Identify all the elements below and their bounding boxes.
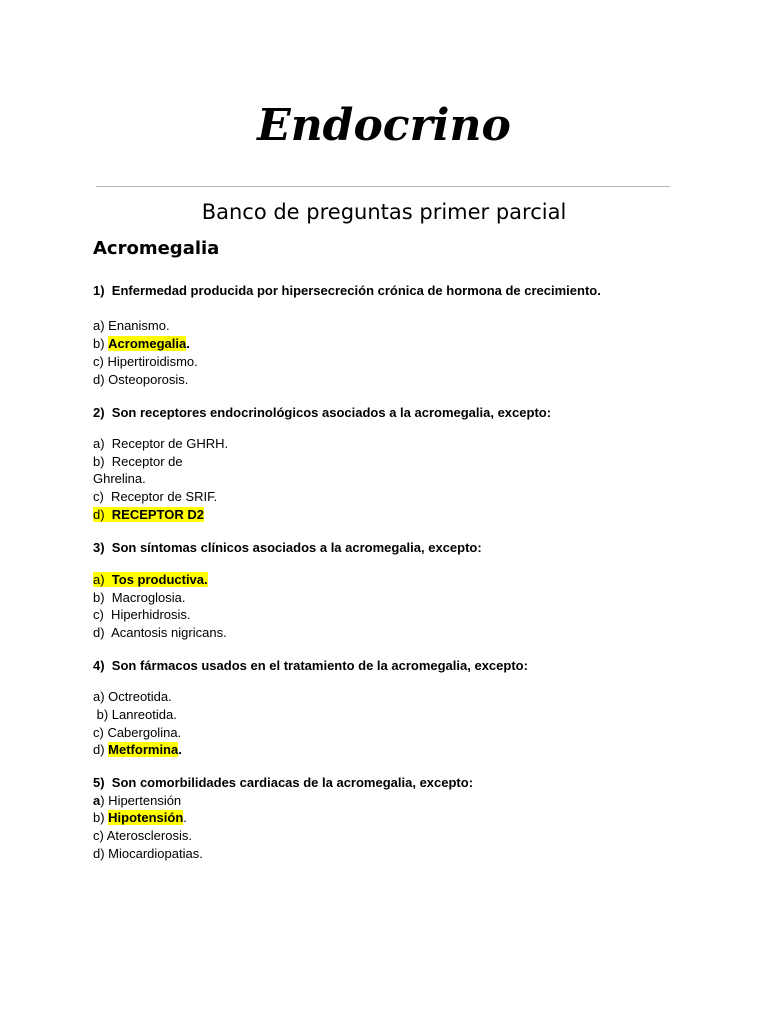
highlighted-answer: Hipotensión (108, 810, 184, 825)
answer-suffix: . (186, 336, 190, 351)
q4-option-d (93, 742, 182, 758)
q2-option-d (93, 507, 204, 523)
question-4: 4) Son fármacos usados en el tratamiento de la acromegalia, excepto: (93, 658, 528, 673)
answer-suffix: . (178, 742, 182, 757)
q5-option-c: c) Aterosclerosis. (93, 828, 192, 843)
option-letter: a (93, 793, 101, 808)
horizontal-divider (96, 186, 670, 187)
highlighted-answer: RECEPTOR D2 (111, 507, 205, 522)
q2-option-a: a) Receptor de GHRH. (93, 436, 229, 451)
q3-option-c: c) Hiperhidrosis. (93, 607, 191, 622)
q2-option-b-line2: Ghrelina. (93, 471, 146, 486)
q4-option-b: b) Lanreotida. (93, 707, 177, 722)
option-prefix: b) (93, 810, 109, 825)
q5-option-b (93, 810, 187, 826)
question-1: 1) Enfermedad producida por hipersecreción crónica de hormona de crecimiento. (93, 283, 601, 298)
question-2: 2) Son receptores endocrinológicos asociados a la acromegalia, excepto: (93, 405, 552, 420)
option-prefix: d) (93, 742, 109, 757)
q1-option-d: d) Osteoporosis. (93, 372, 189, 387)
option-prefix: d) (93, 507, 112, 522)
option-text: ) Hipertensión (100, 793, 182, 808)
section-heading: Acromegalia (93, 238, 220, 259)
q2-option-c: c) Receptor de SRIF. (93, 489, 218, 504)
q3-option-d: d) Acantosis nigricans. (93, 625, 227, 640)
question-5: 5) Son comorbilidades cardiacas de la acromegalia, excepto: (93, 775, 474, 790)
q1-option-c: c) Hipertiroidismo. (93, 354, 198, 369)
q3-option-b: b) Macroglosia. (93, 590, 186, 605)
q1-option-a: a) Enanismo. (93, 318, 170, 333)
question-3: 3) Son síntomas clínicos asociados a la acromegalia, excepto: (93, 540, 482, 555)
option-prefix: a) (93, 572, 112, 587)
q3-option-a (93, 572, 208, 588)
q4-option-c: c) Cabergolina. (93, 725, 182, 740)
document-title: Endocrino (257, 100, 511, 151)
highlighted-answer: Acromegalia (108, 336, 187, 351)
q5-option-a (93, 793, 181, 809)
q2-option-b-line1: b) Receptor de (93, 454, 183, 469)
option-prefix: b) (93, 336, 109, 351)
q1-option-b (93, 336, 190, 352)
highlighted-answer: Metformina (108, 742, 179, 757)
answer-suffix: . (183, 810, 187, 825)
q5-option-d: d) Miocardiopatias. (93, 846, 203, 861)
q4-option-a: a) Octreotida. (93, 689, 172, 704)
document-subtitle: Banco de preguntas primer parcial (201, 200, 567, 224)
highlighted-answer: Tos productiva. (111, 572, 208, 587)
